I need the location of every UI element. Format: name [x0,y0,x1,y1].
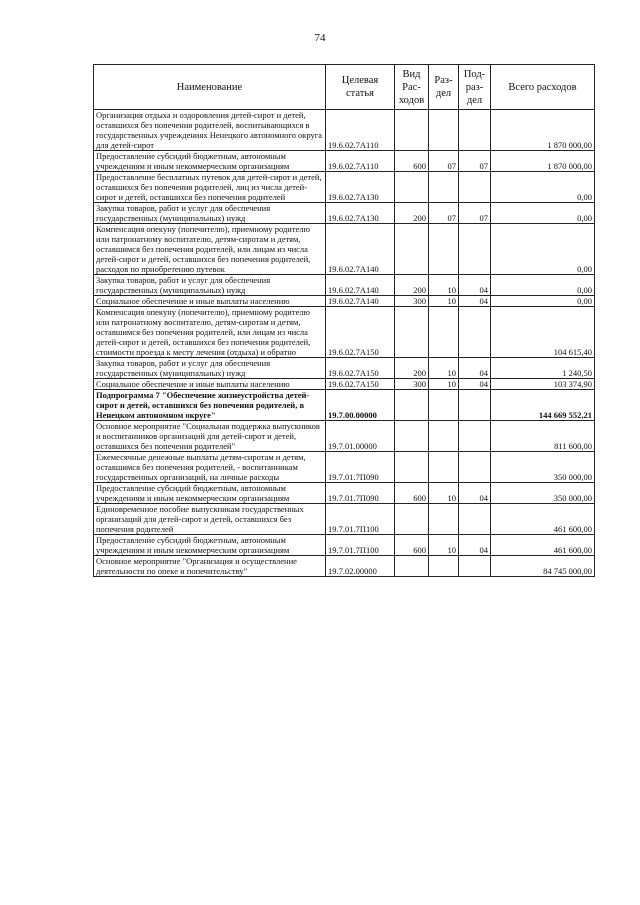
row-section: 07 [429,151,459,172]
row-total: 0,00 [491,172,595,203]
row-target-article: 19.7.01.7П100 [326,504,395,535]
row-name: Ежемесячные денежные выплаты детям-сиротам и детям, оставшимся без попечения родителей, - воспитанникам государственных организаций, на личные расходы [94,452,326,483]
row-target-article: 19.7.01.7П090 [326,452,395,483]
row-expense-kind [395,110,429,151]
row-target-article: 19.6.02.7А150 [326,307,395,358]
row-target-article: 19.6.02.7А130 [326,203,395,224]
row-expense-kind: 600 [395,535,429,556]
table-row [94,535,595,556]
row-section [429,390,459,421]
row-total: 1 240,50 [491,358,595,379]
row-section [429,504,459,535]
row-name: Закупка товаров, работ и услуг для обеспечения государственных (муниципальных) нужд [94,275,326,296]
row-name: Социальное обеспечение и иные выплаты населению [94,379,326,390]
table-row [94,556,595,577]
table-row [94,421,595,452]
row-subsection: 04 [459,483,491,504]
row-subsection [459,421,491,452]
row-section: 10 [429,275,459,296]
row-total: 104 615,40 [491,307,595,358]
table-row [94,379,595,390]
row-expense-kind [395,224,429,275]
row-expense-kind [395,504,429,535]
row-total: 0,00 [491,203,595,224]
row-expense-kind [395,390,429,421]
row-target-article: 19.6.02.7А140 [326,224,395,275]
row-expense-kind [395,452,429,483]
row-subsection: 04 [459,535,491,556]
row-subsection [459,504,491,535]
row-subsection: 07 [459,203,491,224]
row-target-article: 19.7.01.00000 [326,421,395,452]
row-name: Единовременное пособие выпускникам государственных организаций для детей-сирот и детей, оставшихся без попечения родителей [94,504,326,535]
row-subsection [459,452,491,483]
row-expense-kind: 300 [395,379,429,390]
row-name: Предоставление субсидий бюджетным, автономным учреждениям и иным некоммерческим организациям [94,151,326,172]
row-name: Социальное обеспечение и иные выплаты населению [94,296,326,307]
table-header-row [94,65,595,110]
table-row [94,390,595,421]
row-section: 10 [429,379,459,390]
row-subsection: 07 [459,151,491,172]
row-subsection [459,224,491,275]
row-section: 10 [429,483,459,504]
row-subsection [459,110,491,151]
table-row [94,296,595,307]
row-name: Предоставление субсидий бюджетным, автономным учреждениям и иным некоммерческим организациям [94,535,326,556]
row-target-article: 19.6.02.7А150 [326,379,395,390]
row-target-article: 19.7.02.00000 [326,556,395,577]
page-number: 74 [314,32,326,44]
row-total: 0,00 [491,224,595,275]
table-row [94,151,595,172]
row-expense-kind [395,421,429,452]
row-section: 10 [429,358,459,379]
row-name: Закупка товаров, работ и услуг для обеспечения государственных (муниципальных) нужд [94,358,326,379]
row-total: 1 870 000,00 [491,110,595,151]
row-subsection [459,390,491,421]
table-row [94,358,595,379]
row-target-article: 19.6.02.7А140 [326,296,395,307]
table-row [94,452,595,483]
row-target-article: 19.7.00.00000 [326,390,395,421]
row-expense-kind: 200 [395,358,429,379]
row-total: 350 000,00 [491,452,595,483]
row-name: Основное мероприятие "Социальная поддержка выпускников и воспитанников организаций для детей-сирот и детей, оставшихся без попечения родителей" [94,421,326,452]
row-section [429,172,459,203]
header-section: Раз-дел [429,65,459,110]
row-name: Основное мероприятие "Организация и осуществление деятельности по опеке и попечительству" [94,556,326,577]
row-section [429,224,459,275]
row-expense-kind [395,556,429,577]
table-row [94,224,595,275]
table-row [94,203,595,224]
row-name: Компенсация опекуну (попечителю), приемному родителю или патронатному воспитателю, детям-сиротам и детям, оставшимся без попечения родителей, или лицам из числа детей-сирот и детей, оставшихся без попечения родителей, расходов по приобретению путевок [94,224,326,275]
row-name: Подпрограмма 7 "Обеспечение жизнеустройства детей-сирот и детей, оставшихся без попечения родителей, в Ненецком автономном округе" [94,390,326,421]
row-expense-kind: 200 [395,203,429,224]
header-expense-kind: Вид Рас-ходов [395,65,429,110]
row-section: 07 [429,203,459,224]
row-expense-kind [395,172,429,203]
row-name: Организация отдыха и оздоровления детей-сирот и детей, оставшихся без попечения родителей, воспитывающихся в государственных учреждениях Ненецкого автономного округа для детей-сирот [94,110,326,151]
row-expense-kind: 600 [395,151,429,172]
row-subsection [459,556,491,577]
row-total: 103 374,90 [491,379,595,390]
budget-table [93,64,595,577]
row-subsection: 04 [459,358,491,379]
row-subsection [459,172,491,203]
row-total: 1 870 000,00 [491,151,595,172]
row-section [429,110,459,151]
row-section: 10 [429,535,459,556]
row-name: Закупка товаров, работ и услуг для обеспечения государственных (муниципальных) нужд [94,203,326,224]
row-section: 10 [429,296,459,307]
header-total: Всего расходов [491,65,595,110]
row-target-article: 19.6.02.7А130 [326,172,395,203]
row-section [429,421,459,452]
header-target-article: Целевая статья [326,65,395,110]
row-total: 350 000,00 [491,483,595,504]
row-total: 0,00 [491,275,595,296]
row-target-article: 19.6.02.7А140 [326,275,395,296]
row-name: Предоставление субсидий бюджетным, автономным учреждениям и иным некоммерческим организациям [94,483,326,504]
row-total: 461 600,00 [491,535,595,556]
row-target-article: 19.6.02.7А110 [326,110,395,151]
row-target-article: 19.7.01.7П090 [326,483,395,504]
row-expense-kind [395,307,429,358]
row-subsection: 04 [459,296,491,307]
row-subsection: 04 [459,379,491,390]
table-row [94,275,595,296]
row-target-article: 19.6.02.7А110 [326,151,395,172]
row-target-article: 19.7.01.7П100 [326,535,395,556]
row-expense-kind: 300 [395,296,429,307]
row-name: Предоставление бесплатных путевок для детей-сирот и детей, оставшихся без попечения родителей, лиц из числа детей-сирот и детей, оставшихся без попечения родителей [94,172,326,203]
header-subsection: Под-раз-дел [459,65,491,110]
row-expense-kind: 200 [395,275,429,296]
table-row [94,172,595,203]
row-subsection [459,307,491,358]
row-target-article: 19.6.02.7А150 [326,358,395,379]
row-total: 144 669 552,21 [491,390,595,421]
row-total: 0,00 [491,296,595,307]
row-total: 461 600,00 [491,504,595,535]
table-row [94,504,595,535]
row-total: 811 600,00 [491,421,595,452]
table-row [94,483,595,504]
row-section [429,452,459,483]
row-subsection: 04 [459,275,491,296]
row-total: 84 745 000,00 [491,556,595,577]
row-section [429,307,459,358]
row-expense-kind: 600 [395,483,429,504]
row-section [429,556,459,577]
table-row [94,307,595,358]
header-name: Наименование [94,65,326,110]
row-name: Компенсация опекуну (попечителю), приемному родителю или патронатному воспитателю, детям-сиротам и детям, оставшимся без попечения родителей, или лицам из числа детей-сирот и детей, оставшихся без попечения родителей, стоимости проезда к месту лечения (отдыха) и обратно [94,307,326,358]
table-row [94,110,595,151]
